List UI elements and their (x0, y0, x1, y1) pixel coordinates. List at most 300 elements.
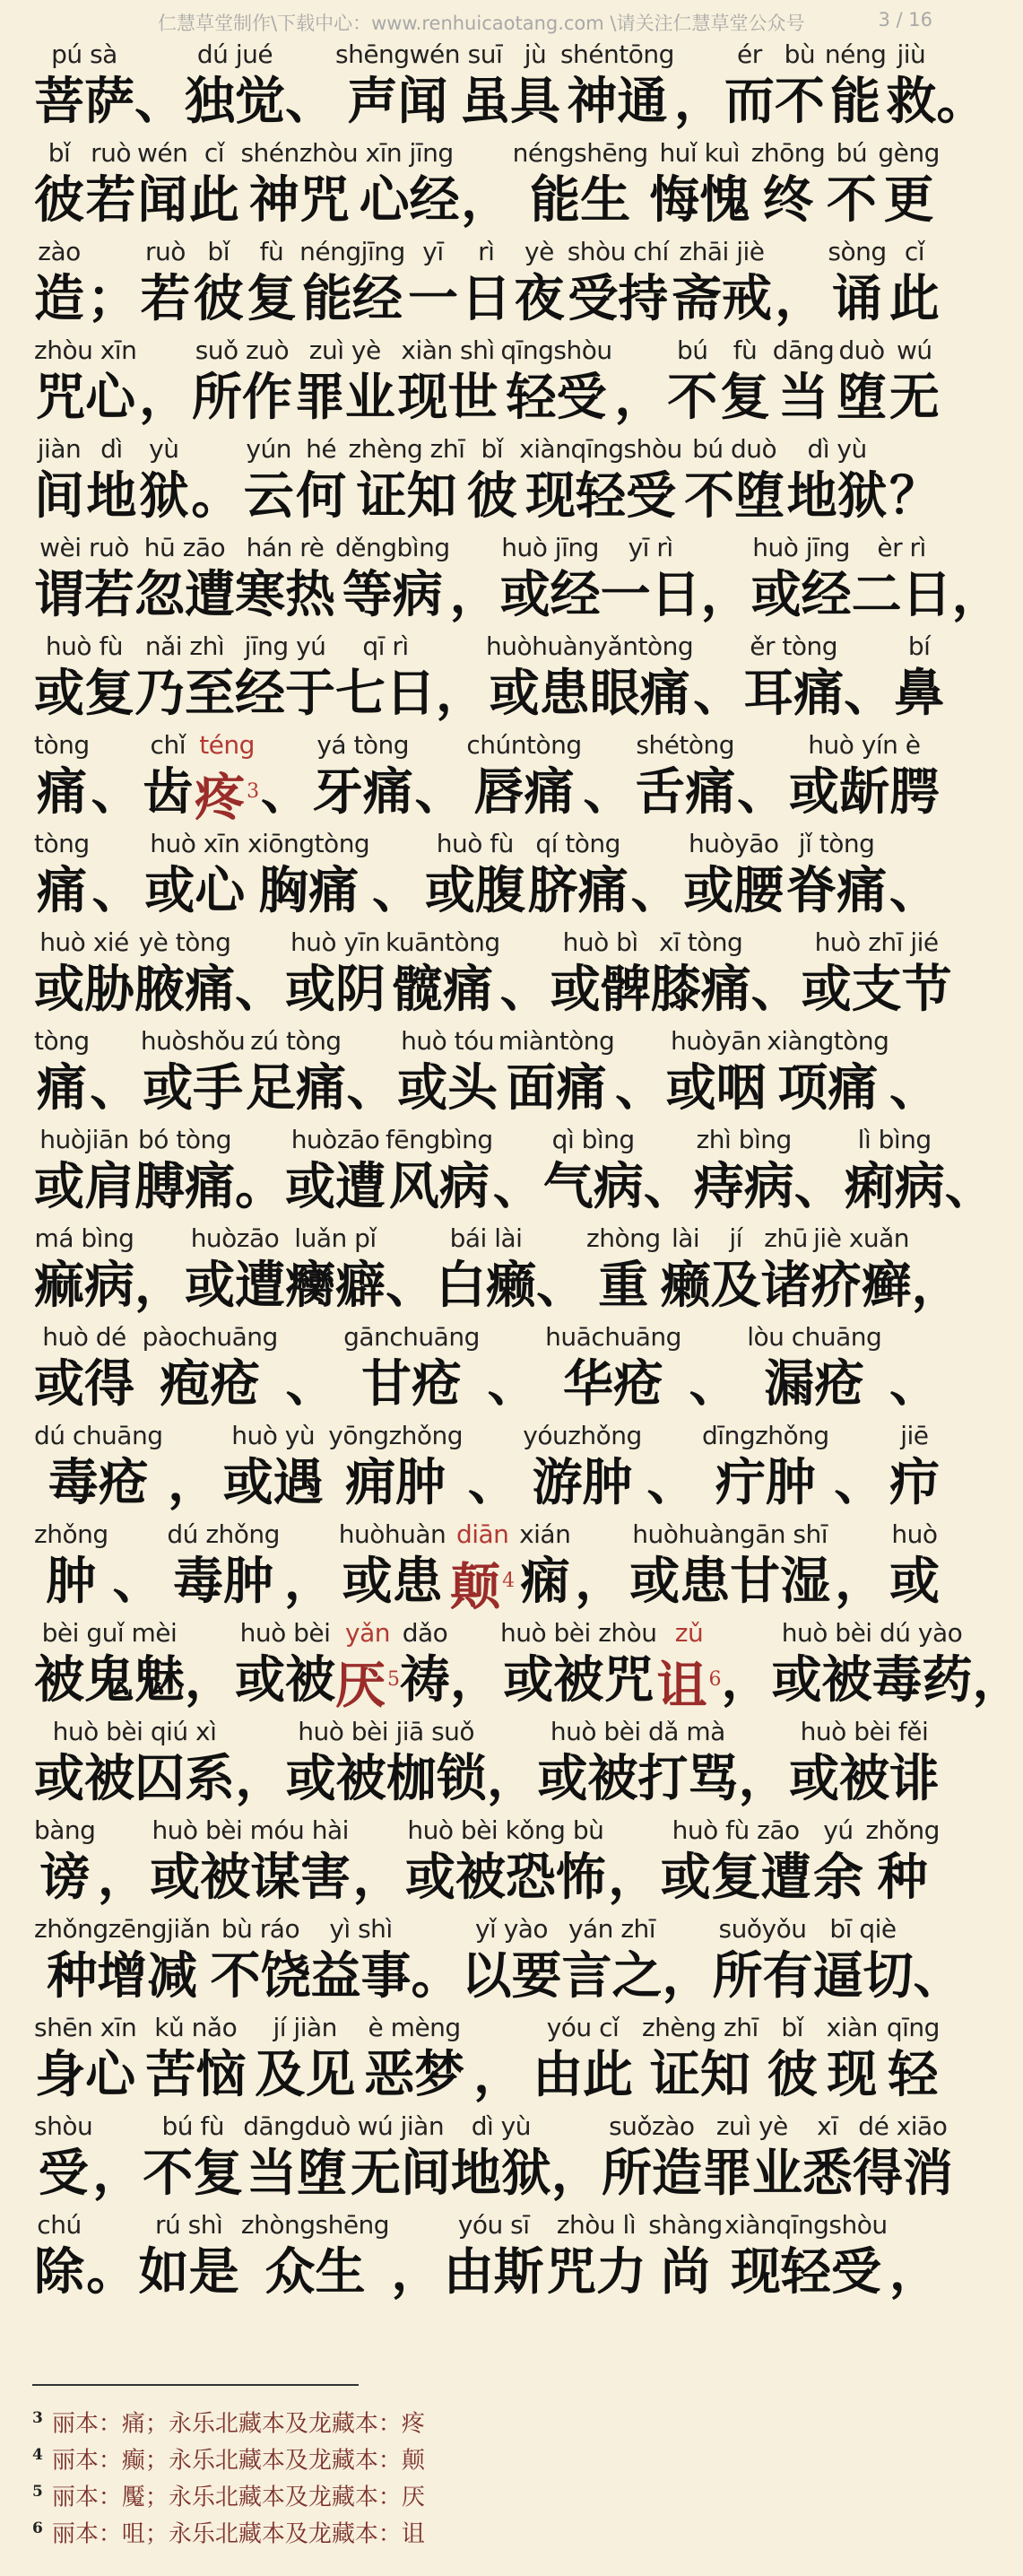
hanzi-text: 、 (91, 762, 142, 822)
hanzi-text: 或遭 (285, 1157, 386, 1216)
ruby-segment (134, 1223, 185, 1318)
hanzi (500, 563, 601, 628)
hanzi (608, 1846, 658, 1910)
hanzi-text: 齿 (143, 762, 194, 822)
ruby-segment (285, 1223, 386, 1318)
hanzi-text: 。 (86, 2242, 137, 2302)
ruby-segment (34, 2210, 84, 2305)
hanzi-text: 、 (889, 1058, 940, 1118)
ruby-segment (143, 2111, 243, 2206)
text-line (34, 1910, 964, 2009)
ruby-segment (86, 138, 136, 233)
pinyin: huò xié (39, 927, 129, 957)
ruby-segment (466, 730, 581, 825)
hanzi-text: 、 (285, 72, 335, 131)
hanzi-text: 白癞 (436, 1256, 536, 1315)
ruby-segment (702, 2111, 802, 2206)
ruby-segment (536, 1223, 586, 1318)
hanzi-text: 一 (407, 269, 458, 328)
hanzi (510, 70, 560, 135)
hanzi (351, 2142, 451, 2206)
hanzi (468, 1451, 518, 1516)
pinyin: xiàn shì (401, 335, 495, 365)
hanzi (666, 1057, 767, 1121)
hanzi (763, 169, 813, 233)
pinyin: rú shì (154, 2210, 223, 2240)
ruby-segment (523, 1421, 642, 1516)
ruby-segment (285, 1322, 335, 1417)
hanzi-text: ， (486, 1749, 537, 1808)
ruby-segment (648, 2210, 723, 2305)
pinyin: néngshēng (512, 138, 648, 168)
pinyin: yōngzhǒng (328, 1421, 464, 1450)
hanzi-text: 当堕 (247, 2144, 348, 2203)
ruby-segment (296, 434, 346, 529)
ruby-segment (405, 1815, 606, 1910)
pinyin: bù (784, 39, 816, 69)
hanzi (134, 70, 185, 135)
hanzi-text: 诵 (832, 269, 883, 328)
ruby-segment (364, 2013, 464, 2108)
hanzi-text: ， (283, 1552, 334, 1611)
hanzi-text: 、 (750, 960, 802, 1019)
ruby-segment (802, 927, 952, 1023)
hanzi-text: 或复遭 (660, 1848, 811, 1907)
ruby-segment (661, 1815, 811, 1910)
ruby-segment (185, 1223, 285, 1318)
ruby-segment (827, 138, 877, 233)
hanzi-text: 或复 (34, 664, 134, 723)
hanzi-text: 或被咒 (503, 1650, 655, 1710)
ruby-segment (34, 335, 136, 431)
hanzi (789, 1747, 940, 1812)
pinyin: dīngzhǒng (702, 1421, 829, 1450)
pinyin: jiàn (37, 434, 82, 464)
hanzi (47, 1945, 197, 2009)
ruby-segment (412, 1914, 462, 2009)
hanzi (436, 662, 486, 727)
ruby-segment (886, 39, 936, 135)
pinyin: jīng yú (244, 631, 326, 661)
hanzi-text: 痛 (36, 762, 87, 822)
hanzi-text: ， (352, 1848, 403, 1907)
hanzi-text: 面痛 (506, 1058, 607, 1118)
text-line (34, 2108, 953, 2206)
ruby-segment (615, 1026, 665, 1121)
footnote-marker[interactable]: 3 (247, 780, 260, 803)
hanzi (194, 267, 244, 332)
text-line (34, 628, 945, 727)
pinyin: bú fù (161, 2111, 224, 2141)
hanzi-text: 咒力 (545, 2242, 646, 2302)
hanzi (285, 1254, 386, 1318)
pinyin: lài (671, 1223, 700, 1253)
ruby-segment (134, 927, 235, 1023)
ruby-segment (92, 2111, 143, 2206)
hanzi-text: 而 (724, 72, 775, 131)
ruby-segment (450, 1618, 500, 1713)
ruby-segment (145, 2013, 246, 2108)
ruby-segment (34, 1421, 162, 1516)
ruby-segment (537, 1717, 738, 1812)
hanzi (889, 1550, 940, 1614)
ruby-segment (386, 1125, 493, 1220)
hanzi-text: 以要 (461, 1946, 562, 2006)
pinyin: nǎi zhì (144, 631, 225, 661)
hanzi-text: 或患甘湿 (629, 1552, 831, 1611)
hanzi-text: 或胁 (34, 960, 134, 1019)
pinyin: huǐ kuì (659, 138, 740, 168)
hanzi (405, 1846, 606, 1910)
hanzi (264, 2241, 365, 2305)
pinyin: suǒ zuò (195, 335, 290, 365)
hanzi-text: 如是 (138, 2242, 239, 2302)
ruby-segment (666, 1026, 767, 1121)
hanzi-text: 由此 (533, 2045, 633, 2104)
hanzi-text: 或阴 (285, 960, 386, 1019)
hanzi (650, 2043, 750, 2108)
hanzi-text: 闻 (137, 170, 188, 230)
pinyin: zhòu lì (556, 2210, 637, 2240)
pinyin: xiàn (826, 2013, 878, 2042)
hanzi (602, 2142, 702, 2206)
hanzi (35, 2043, 135, 2108)
hanzi-text: 轻受 (506, 368, 607, 427)
hanzi-text: 风病 (388, 1157, 490, 1216)
pinyin: shēn xīn (34, 2013, 137, 2042)
hanzi (34, 563, 134, 628)
pinyin: bǐ (481, 434, 504, 464)
hanzi-text: 。 (191, 466, 242, 526)
ruby-segment (761, 1223, 811, 1318)
hanzi (246, 1057, 346, 1121)
hanzi-text: 唇痛 (473, 762, 575, 822)
hanzi-text: 项痛 (777, 1058, 879, 1118)
footnote-marker[interactable]: 4 (502, 1570, 516, 1592)
hanzi (92, 2142, 143, 2206)
ruby-segment (34, 829, 90, 924)
hanzi (789, 761, 940, 825)
hanzi-text: 、 (492, 1157, 543, 1216)
ruby-segment (701, 533, 751, 628)
hanzi (583, 761, 633, 825)
ruby-segment (246, 1026, 346, 1121)
pinyin: miàntòng (498, 1026, 615, 1056)
hanzi-text: 毒肿 (173, 1552, 274, 1611)
footnote-number: 3 (32, 2409, 43, 2427)
hanzi (408, 267, 458, 332)
hanzi-text: 不 (826, 170, 877, 230)
ruby-segment (461, 237, 511, 332)
ruby-segment (243, 2111, 351, 2206)
hanzi (506, 366, 606, 431)
ruby-segment (853, 2111, 953, 2206)
hanzi-text: 具 (509, 72, 560, 131)
pinyin: shàng (648, 2210, 723, 2240)
hanzi-text: 、 (643, 1157, 694, 1216)
hanzi-text: 言之 (561, 1946, 663, 2006)
hanzi (391, 2241, 441, 2305)
hanzi-text: 、 (689, 1354, 740, 1414)
pinyin: huòhuàn (338, 1519, 446, 1549)
hanzi-text: 痔病 (693, 1157, 794, 1216)
ruby-segment (889, 434, 940, 529)
footnote-number: 5 (32, 2483, 43, 2501)
hanzi-text: ； (87, 269, 138, 328)
ruby-segment (802, 2111, 853, 2206)
pinyin: tòng (34, 730, 90, 760)
hanzi (235, 1649, 335, 1713)
hanzi-text: 鼻 (894, 664, 945, 723)
footnote-text: 丽本：癫；永乐北藏本及龙藏本：颠 (51, 2447, 425, 2475)
hanzi (211, 1945, 311, 2009)
ruby-segment (34, 533, 134, 628)
hanzi-text: ， (461, 170, 512, 230)
ruby-segment (167, 1519, 280, 1614)
hanzi-text: 神咒 (248, 170, 350, 230)
pinyin: yè (525, 237, 554, 266)
pinyin: cǐ (204, 138, 225, 168)
pinyin: dì yù (807, 434, 867, 464)
hanzi (794, 1155, 845, 1220)
hanzi-text: 、 (834, 1453, 885, 1512)
hanzi (34, 1353, 134, 1417)
hanzi (777, 1057, 878, 1121)
hanzi (139, 366, 189, 431)
hanzi (575, 1550, 625, 1614)
pinyin: bǐ (207, 237, 230, 266)
hanzi-text: 等病 (342, 565, 443, 624)
hanzi-text: ？ (889, 466, 940, 526)
ruby-segment (936, 39, 986, 135)
hanzi-text: 无 (889, 368, 940, 427)
pinyin: wú (897, 335, 932, 365)
hanzi-text: 或龂腭 (788, 762, 940, 822)
hanzi-text: 、 (487, 1354, 538, 1414)
hanzi-text: 或肩 (34, 1157, 134, 1216)
pinyin: huòzāo (290, 1125, 380, 1154)
pinyin: suǒzào (609, 2111, 695, 2141)
pinyin: bú (676, 335, 708, 365)
ruby-segment (656, 1618, 722, 1716)
hanzi (786, 859, 887, 924)
hanzi (661, 2241, 711, 2305)
hanzi-text: 、 (583, 762, 634, 822)
hanzi-text: 及见 (255, 2045, 356, 2104)
hanzi (562, 1945, 663, 2009)
hanzi (601, 563, 701, 628)
pinyin: téng (199, 730, 255, 760)
ruby-segment (773, 335, 834, 431)
pinyin: huò yīn (290, 927, 381, 957)
hanzi (889, 366, 940, 431)
hanzi-text: 或患 (342, 1552, 443, 1611)
pinyin: huò bèi jiā suǒ (298, 1717, 475, 1746)
hanzi (37, 761, 87, 825)
pinyin: pú sà (51, 39, 117, 69)
ruby-segment (134, 1125, 235, 1220)
hanzi (134, 958, 235, 1023)
ruby-segment (235, 1125, 285, 1220)
hanzi (342, 1550, 443, 1614)
text-line (34, 1417, 940, 1516)
hanzi-text: 肿 (46, 1552, 97, 1611)
ruby-segment (813, 1914, 914, 2009)
hanzi-text: 甘疮 (360, 1354, 462, 1414)
ruby-segment (436, 631, 486, 727)
hanzi-text: 彼 (34, 170, 84, 230)
hanzi (827, 2043, 877, 2108)
ruby-segment (889, 335, 940, 431)
footnote-marker[interactable]: 5 (387, 1668, 400, 1691)
ruby-segment (586, 1223, 661, 1318)
hanzi (514, 267, 564, 332)
pinyin: xīn jīng (365, 138, 454, 168)
ruby-segment (835, 1519, 885, 1614)
hanzi (34, 1254, 134, 1318)
ruby-segment (235, 1618, 335, 1713)
hanzi (635, 761, 735, 825)
hanzi (772, 1649, 973, 1713)
hanzi-text: 声闻 (347, 72, 448, 131)
hanzi (284, 1550, 334, 1614)
pinyin: ruò (91, 138, 131, 168)
pinyin: jǐ tòng (798, 829, 875, 858)
pinyin: chúntòng (466, 730, 582, 760)
ruby-segment (889, 1519, 940, 1614)
hanzi (285, 958, 386, 1023)
hanzi-text: 彼 (767, 2045, 818, 2104)
hanzi (832, 267, 882, 332)
pinyin: gānchuāng (343, 1322, 480, 1352)
hanzi-text: 、 (646, 1453, 698, 1512)
hanzi-text: 、 (112, 1552, 163, 1611)
hanzi-text: 、 (844, 664, 895, 723)
ruby-segment (811, 1223, 912, 1318)
hanzi-text: 或经 (499, 565, 601, 624)
hanzi-text: 地狱 (450, 2144, 551, 2203)
footnote-marker[interactable]: 6 (708, 1668, 722, 1691)
pinyin: zhòng (586, 1223, 661, 1253)
hanzi-text: 无间 (350, 2144, 451, 2203)
hanzi-text: 夜 (514, 269, 565, 328)
hanzi-text: 或被恐怖 (404, 1848, 606, 1907)
ruby-segment (713, 1914, 813, 2009)
hanzi-text: 或髀 (550, 960, 651, 1019)
pinyin: huòyāo (689, 829, 779, 858)
hanzi (722, 1649, 772, 1713)
hanzi (689, 1353, 740, 1417)
hanzi-text: 、 (386, 1256, 436, 1315)
hanzi (139, 2241, 239, 2305)
hanzi (34, 1649, 185, 1713)
ruby-segment (889, 237, 940, 332)
hanzi (751, 563, 852, 628)
ruby-segment (562, 1914, 663, 2009)
ruby-segment (34, 434, 84, 529)
ruby-segment (702, 1421, 829, 1516)
hanzi-text: ， (449, 565, 500, 624)
hanzi-text: 癞 (660, 1256, 711, 1315)
pinyin: xiàngtòng (767, 1026, 889, 1056)
ruby-segment (141, 1026, 245, 1121)
ruby-segment (372, 829, 422, 924)
hanzi-text: 或腹 (424, 861, 525, 920)
pinyin: xiōngtòng (247, 829, 370, 858)
ruby-segment (629, 1519, 830, 1614)
pinyin: bái lài (449, 1223, 523, 1253)
pinyin: cǐ (904, 237, 924, 266)
ruby-segment (834, 1421, 884, 1516)
ruby-segment (724, 39, 775, 135)
ruby-segment (313, 730, 413, 825)
hanzi-text: 何 (296, 466, 347, 526)
hanzi-text: ， (436, 664, 486, 723)
footnote (32, 2511, 425, 2547)
text-line (34, 1812, 940, 1910)
hanzi-text: 、 (614, 1058, 665, 1118)
hanzi-text: 受 (38, 2144, 89, 2203)
hanzi-text: 苦恼 (145, 2045, 247, 2104)
hanzi-text: 、 (536, 1256, 586, 1315)
hanzi-text: 种增减 (47, 1946, 198, 2006)
hanzi (473, 761, 574, 825)
footnotes (32, 2400, 425, 2547)
pinyin: luǎn pǐ (294, 1223, 377, 1253)
hanzi-text: 悔愧 (649, 170, 750, 230)
ruby-segment (825, 39, 887, 135)
pinyin: jiù (897, 39, 926, 69)
hanzi (347, 70, 447, 135)
ruby-segment (828, 237, 886, 332)
hanzi (140, 267, 190, 332)
ruby-segment (651, 927, 751, 1023)
hanzi-text: 诅 (656, 1656, 707, 1716)
pinyin: yǎn (345, 1618, 390, 1648)
hanzi (189, 169, 239, 233)
hanzi-text: ， (473, 2045, 525, 2104)
ruby-segment (767, 2013, 818, 2108)
hanzi (767, 2043, 818, 2108)
hanzi-text: 华疮 (563, 1354, 664, 1414)
ruby-segment (551, 2111, 602, 2206)
hanzi (500, 958, 551, 1023)
hanzi-text: ， (721, 1650, 772, 1710)
hanzi (39, 2142, 89, 2206)
pinyin: lòu chuāng (747, 1322, 882, 1352)
hanzi-text: 疼 (195, 768, 246, 828)
footnote (32, 2400, 425, 2437)
hanzi (667, 366, 717, 431)
hanzi (845, 1155, 945, 1220)
pinyin: jí jiàn (273, 2013, 337, 2042)
hanzi (261, 761, 311, 825)
ruby-segment (500, 335, 611, 431)
hanzi-text: 、 (260, 762, 311, 822)
ruby-segment (519, 1519, 570, 1614)
hanzi (889, 1057, 940, 1121)
hanzi-text: 或 (889, 1552, 940, 1611)
hanzi (191, 465, 241, 529)
pinyin: huò tóu (401, 1026, 495, 1056)
ruby-segment (493, 1125, 543, 1220)
hanzi (886, 70, 936, 135)
pinyin: huò yù (231, 1421, 316, 1450)
hanzi-text: 牙痛 (312, 762, 413, 822)
hanzi (878, 1846, 928, 1910)
hanzi (844, 662, 894, 727)
hanzi-text: 由斯 (443, 2242, 544, 2302)
